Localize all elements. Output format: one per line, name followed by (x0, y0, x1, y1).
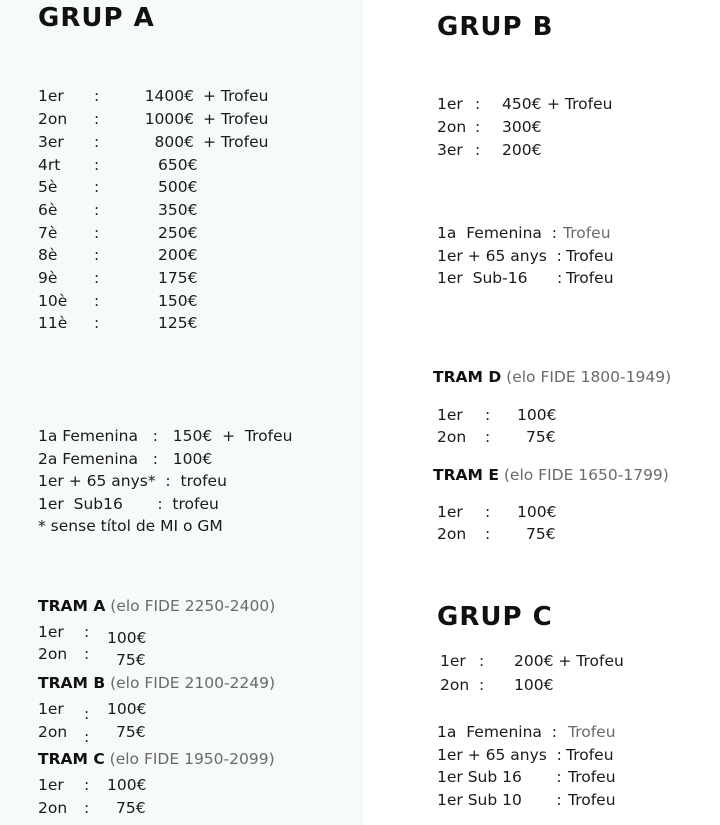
tram-amount: 100€ (517, 406, 557, 424)
prize-place: 8è (38, 246, 58, 264)
grup-a-title: GRUP A (38, 3, 155, 33)
tram-sep: : (485, 503, 491, 521)
tram-sep: : (84, 776, 90, 794)
prize-amount: 125€ (158, 314, 198, 332)
prize-place: 2on (38, 110, 68, 128)
tram-range: (elo FIDE 1650-1799) (503, 466, 669, 484)
tram-sep: : (84, 799, 90, 817)
special-label: 1a Femenina : (437, 723, 557, 741)
prize-extra: + Trofeu (203, 110, 269, 128)
tram-amount: 100€ (517, 503, 557, 521)
tram-a-heading (38, 596, 275, 616)
special-label: 1er Sub-16 : (437, 269, 563, 287)
special-value: Trofeu (568, 723, 616, 741)
tram-place: 2on (38, 799, 68, 817)
tram-place: 1er (437, 406, 463, 424)
tram-place: 2on (38, 723, 68, 741)
special-prize: 2a Femenina : 100€ (38, 450, 213, 468)
prize-place: 5è (38, 178, 58, 196)
prize-sep: : (479, 652, 485, 670)
special-value: Trofeu (566, 247, 614, 265)
special-value: Trofeu (566, 746, 614, 764)
prize-extra: + Trofeu (203, 133, 269, 151)
prize-place: 4rt (38, 156, 61, 174)
special-value: Trofeu (563, 224, 611, 242)
prize-amount: 300€ (502, 118, 542, 136)
tram-place: 1er (38, 776, 64, 794)
special-label: 1er Sub 16 : (437, 768, 562, 786)
tram-sep: : (84, 623, 90, 641)
tram-amount: 75€ (116, 723, 146, 741)
prize-place: 7è (38, 224, 58, 242)
prize-sep: : (475, 95, 481, 113)
tram-name: TRAM E (433, 466, 499, 484)
tram-amount: 100€ (107, 776, 147, 794)
grup-b-title: GRUP B (437, 12, 554, 42)
tram-sep: : (485, 525, 491, 543)
tram-range: (elo FIDE 2100-2249) (110, 674, 276, 692)
tram-e-heading (433, 465, 669, 485)
tram-sep: : (485, 406, 491, 424)
tram-amount: 75€ (116, 651, 146, 669)
prize-amount: 200€ + Trofeu (514, 652, 624, 670)
prize-sep: : (475, 118, 481, 136)
prize-sep: : (94, 314, 100, 332)
tram-amount: 100€ (107, 629, 147, 647)
tram-sep: : (84, 705, 90, 723)
special-value: Trofeu (568, 791, 616, 809)
prize-place: 3er (38, 133, 64, 151)
tram-place: 2on (437, 525, 467, 543)
prize-amount: 500€ (158, 178, 198, 196)
tram-range: (elo FIDE 1950-2099) (109, 750, 275, 768)
prize-place: 10è (38, 292, 68, 310)
prize-place: 3er (437, 141, 463, 159)
tram-range: (elo FIDE 2250-2400) (110, 597, 276, 615)
prize-amount: 800€ (154, 133, 194, 151)
prize-amount: 450€ (502, 95, 542, 113)
prize-place: 1er (440, 652, 466, 670)
prize-place: 11è (38, 314, 68, 332)
prize-sep: : (94, 246, 100, 264)
special-label: 1a Femenina : (437, 224, 557, 242)
tram-range: (elo FIDE 1800-1949) (506, 368, 672, 386)
special-prize: 1er + 65 anys* : trofeu (38, 472, 227, 490)
prize-place: 9è (38, 269, 58, 287)
tram-b-heading (38, 673, 275, 693)
prize-sep: : (94, 110, 100, 128)
tram-place: 1er (38, 623, 64, 641)
tram-amount: 75€ (526, 428, 556, 446)
special-value: Trofeu (568, 768, 616, 786)
prize-sep: : (94, 224, 100, 242)
prize-place: 2on (440, 676, 470, 694)
special-label: 1er + 65 anys : (437, 247, 562, 265)
special-label: 1er Sub 10 : (437, 791, 562, 809)
prize-place: 1er (437, 95, 463, 113)
prize-place: 6è (38, 201, 58, 219)
tram-sep: : (84, 645, 90, 663)
tram-amount: 100€ (107, 700, 147, 718)
tram-place: 2on (437, 428, 467, 446)
prize-extra: + Trofeu (547, 95, 613, 113)
prize-amount: 200€ (158, 246, 198, 264)
tram-sep: : (485, 428, 491, 446)
prize-sep: : (94, 178, 100, 196)
tram-name: TRAM A (38, 597, 106, 615)
prize-place: 2on (437, 118, 467, 136)
special-prize: 1a Femenina : 150€ + Trofeu (38, 427, 293, 445)
prize-amount: 150€ (158, 292, 198, 310)
prize-amount: 100€ (514, 676, 554, 694)
prize-amount: 200€ (502, 141, 542, 159)
prize-sep: : (479, 676, 485, 694)
prize-sep: : (94, 87, 100, 105)
grup-c-title: GRUP C (437, 602, 553, 632)
prize-amount: 1000€ (144, 110, 194, 128)
prize-sep: : (94, 201, 100, 219)
prize-place: 1er (38, 87, 64, 105)
tram-sep: : (84, 728, 90, 746)
prize-sep: : (94, 133, 100, 151)
tram-name: TRAM C (38, 750, 105, 768)
tram-name: TRAM D (433, 368, 502, 386)
prize-amount: 1400€ (144, 87, 194, 105)
special-prize: 1er Sub16 : trofeu (38, 495, 219, 513)
prize-sep: : (94, 156, 100, 174)
tram-d-heading (433, 367, 671, 387)
tram-place: 1er (437, 503, 463, 521)
prize-amount: 175€ (158, 269, 198, 287)
special-label: 1er + 65 anys : (437, 746, 562, 764)
prize-amount: 350€ (158, 201, 198, 219)
prize-sep: : (475, 141, 481, 159)
tram-c-heading (38, 749, 275, 769)
prize-extra: + Trofeu (203, 87, 269, 105)
tram-amount: 75€ (116, 799, 146, 817)
tram-amount: 75€ (526, 525, 556, 543)
tram-name: TRAM B (38, 674, 106, 692)
prize-amount: 250€ (158, 224, 198, 242)
tram-place: 2on (38, 645, 68, 663)
tram-place: 1er (38, 700, 64, 718)
prize-sep: : (94, 269, 100, 287)
special-value: Trofeu (566, 269, 614, 287)
footnote: * sense títol de MI o GM (38, 517, 223, 535)
prize-sep: : (94, 292, 100, 310)
prize-amount: 650€ (158, 156, 198, 174)
